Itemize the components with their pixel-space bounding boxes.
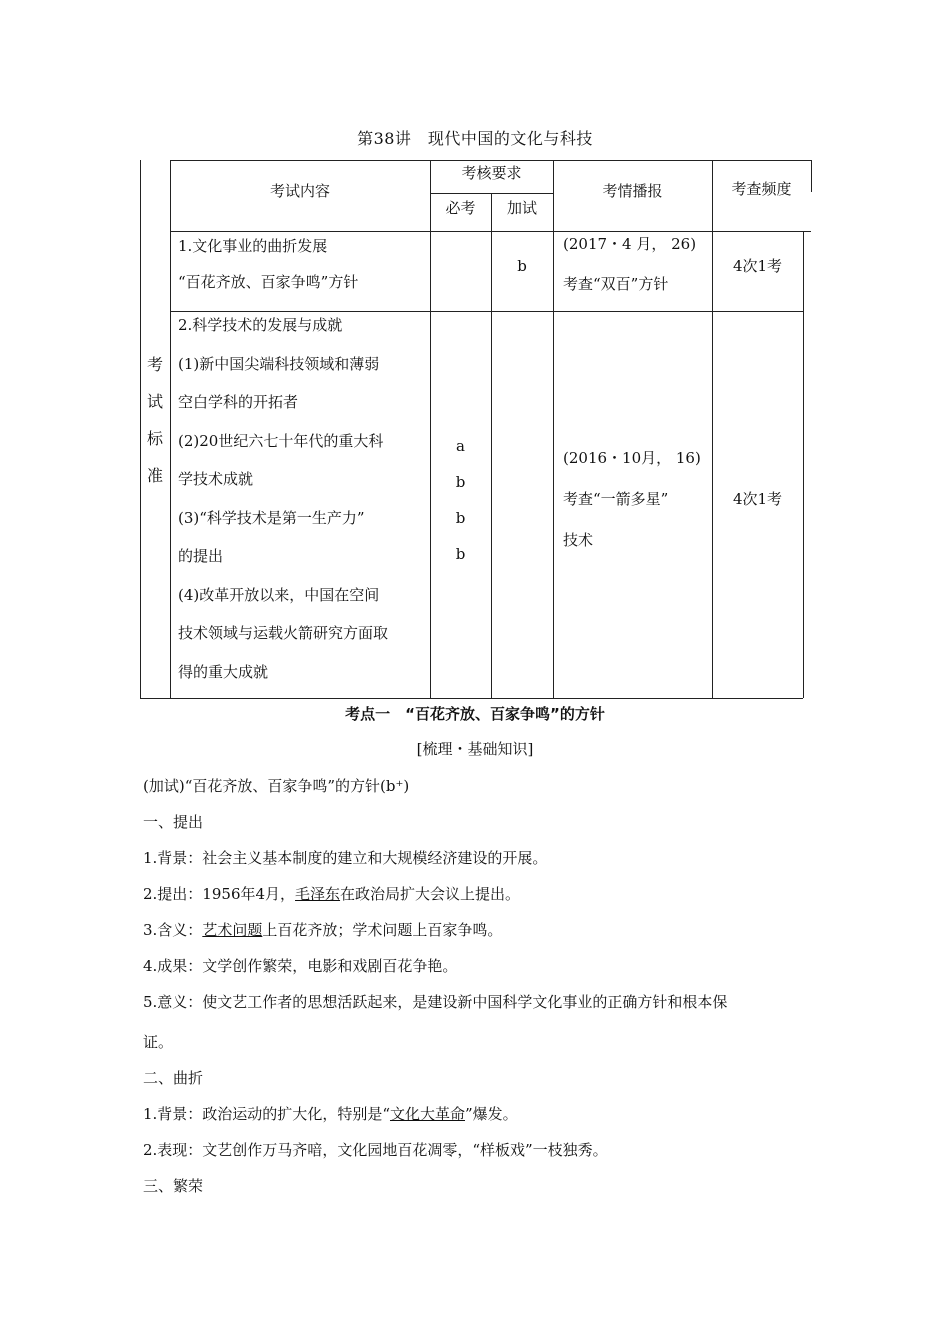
row2-frequency: 4次1考 (732, 490, 783, 508)
row1-content (178, 236, 358, 292)
row1-extra: b (517, 257, 527, 275)
row2-content-line: 学技术成就 (178, 470, 254, 488)
row1-content-line: “百花齐放、百家争鸣”方针 (178, 273, 359, 291)
paragraph-result: 4.成果：文学创作繁荣，电影和戏剧百花争艳。 (143, 957, 458, 975)
table-row-divider (170, 311, 803, 312)
paragraph-background: 1.背景：社会主义基本制度的建立和大规模经济建设的开展。 (143, 849, 548, 867)
text-span: 上百花齐放；学术问题上百家争鸣。 (262, 921, 503, 939)
row2-content-line: 的提出 (178, 547, 224, 565)
row2-required-level: a (456, 437, 465, 455)
row2-required-level: b (455, 545, 466, 563)
table-border-bottom (140, 698, 803, 699)
row2-required (430, 436, 491, 580)
heading-setback: 二、曲折 (143, 1069, 204, 1087)
text-span: 在政治局扩大会议上提出。 (340, 885, 521, 903)
table-border-top (170, 160, 811, 161)
row2-required-level: b (455, 509, 466, 527)
row2-report-line: 技术 (563, 531, 594, 549)
row2-report (563, 448, 709, 550)
row1-report (563, 234, 709, 294)
row2-content-line: (1)新中国尖端科技领域和薄弱 (178, 354, 380, 373)
table-col-divider (170, 160, 171, 698)
underlined-term: 毛泽东 (295, 885, 341, 903)
paragraph-setback-background (143, 1103, 813, 1124)
heading-prosperity: 三、繁荣 (143, 1177, 204, 1195)
header-extra: 加试 (506, 199, 537, 217)
row2-report-line: 考查“一箭多星” (563, 490, 669, 508)
page-title: 第38讲 现代中国的文化与科技 (357, 129, 593, 148)
row2-content-line: (4)改革开放以来，中国在空间 (178, 585, 380, 604)
heading-propose: 一、提出 (143, 813, 204, 831)
table-col-divider (430, 160, 431, 698)
paragraph-line: 证。 (143, 1033, 174, 1051)
row2-content (178, 313, 388, 698)
row2-content-line: 得的重大成就 (178, 662, 269, 681)
paragraph-proposal (143, 883, 813, 904)
section-intro: (加试)“百花齐放、百家争鸣”的方针(b⁺) (143, 777, 410, 795)
row2-report-line: (2016・10月， 16) (563, 449, 701, 467)
row2-content-line: 2.科学技术的发展与成就 (178, 316, 343, 334)
header-required: 必考 (445, 199, 476, 217)
header-content: 考试内容 (269, 182, 330, 200)
row1-report-line: 考查“双百”方针 (563, 275, 669, 293)
underlined-term: 艺术问题 (202, 921, 263, 939)
text-span: 3.含义： (143, 921, 203, 939)
header-report: 考情播报 (602, 182, 663, 200)
row1-report-line: (2017・4 月， 26) (563, 235, 697, 253)
section-subtitle: [梳理・基础知识] (416, 740, 534, 758)
row2-content-line: (3)“科学技术是第一生产力” (178, 508, 365, 527)
row1-frequency: 4次1考 (732, 257, 783, 275)
paragraph-line: 5.意义：使文艺工作者的思想活跃起来，是建设新中国科学文化事业的正确方针和根本保 (143, 993, 728, 1011)
table-col-divider (712, 160, 713, 698)
table-border-right-top (811, 160, 812, 192)
row1-content-line: 1.文化事业的曲折发展 (178, 237, 328, 255)
row2-content-line: 空白学科的开拓者 (178, 393, 299, 411)
section-title: 考点一 “百花齐放、百家争鸣”的方针 (345, 705, 605, 723)
paragraph-meaning (143, 919, 813, 940)
standard-label-char: 试 (146, 392, 163, 411)
paragraph-significance (143, 992, 813, 1052)
row2-required-level: b (455, 473, 466, 491)
standard-label-char: 标 (146, 429, 163, 448)
standard-label-char: 准 (146, 466, 163, 485)
row2-content-line: 技术领域与运载火箭研究方面取 (178, 624, 389, 642)
table-border-right (803, 231, 804, 698)
row2-content-line: (2)20世纪六七十年代的重大科 (178, 431, 384, 450)
table-col-divider (553, 160, 554, 698)
text-span: 2.提出：1956年4月， (143, 885, 296, 903)
header-requirement: 考核要求 (461, 164, 522, 182)
standard-label (140, 355, 170, 503)
text-span: 1.背景：政治运动的扩大化，特别是“ (143, 1105, 390, 1123)
header-frequency: 考查频度 (731, 180, 792, 198)
paragraph-setback-manifestation: 2.表现：文艺创作万马齐喑，文化园地百花凋零，“样板戏”一枝独秀。 (143, 1141, 608, 1159)
text-span: ”爆发。 (465, 1105, 518, 1123)
underlined-term: 文化大革命 (389, 1105, 465, 1123)
standard-label-char: 考 (146, 355, 163, 374)
